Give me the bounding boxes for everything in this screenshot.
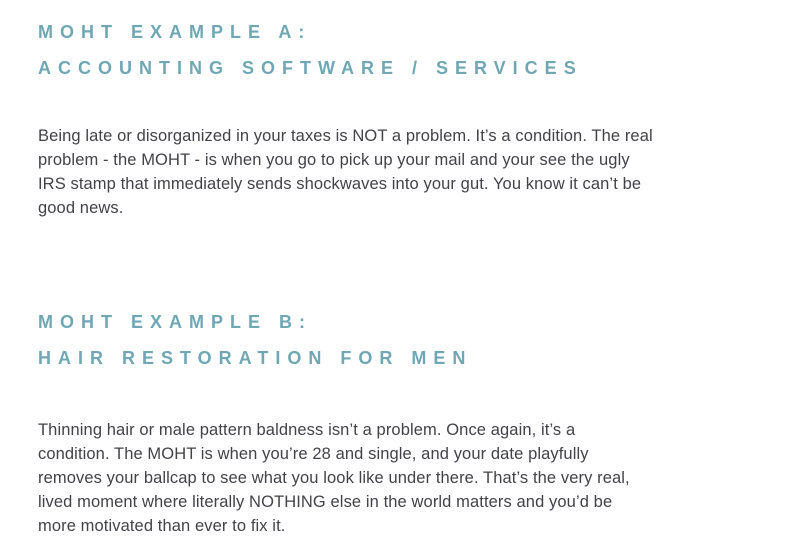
section-a-heading-line1: MOHT EXAMPLE A: <box>38 22 312 42</box>
paragraph-line: condition. The MOHT is when you’re 28 and single, and your date playfully <box>38 445 589 463</box>
paragraph-line: more motivated than ever to fix it. <box>38 517 286 535</box>
paragraph-line: good news. <box>38 199 124 217</box>
paragraph-line: removes your ballcap to see what you look like under there. That’s the very real, <box>38 469 630 487</box>
section-moht-example-b <box>38 304 757 538</box>
section-a-heading <box>38 14 757 86</box>
paragraph-line: problem - the MOHT - is when you go to pick up your mail and your see the ugly <box>38 151 630 169</box>
paragraph-line: IRS stamp that immediately sends shockwaves into your gut. You know it can’t be <box>38 175 642 193</box>
section-moht-example-a <box>38 14 757 220</box>
section-b-heading-line1: MOHT EXAMPLE B: <box>38 312 312 332</box>
paragraph-line: lived moment where literally NOTHING else in the world matters and you’d be <box>38 493 613 511</box>
section-a-heading-line2: ACCOUNTING SOFTWARE / SERVICES <box>38 58 583 78</box>
section-a-paragraph <box>38 124 757 220</box>
paragraph-line: Thinning hair or male pattern baldness isn’t a problem. Once again, it’s a <box>38 421 576 439</box>
paragraph-line: Being late or disorganized in your taxes is NOT a problem. It’s a condition. The real <box>38 127 653 145</box>
section-b-heading <box>38 304 757 376</box>
section-b-paragraph <box>38 418 757 538</box>
section-b-heading-line2: HAIR RESTORATION FOR MEN <box>38 348 473 368</box>
